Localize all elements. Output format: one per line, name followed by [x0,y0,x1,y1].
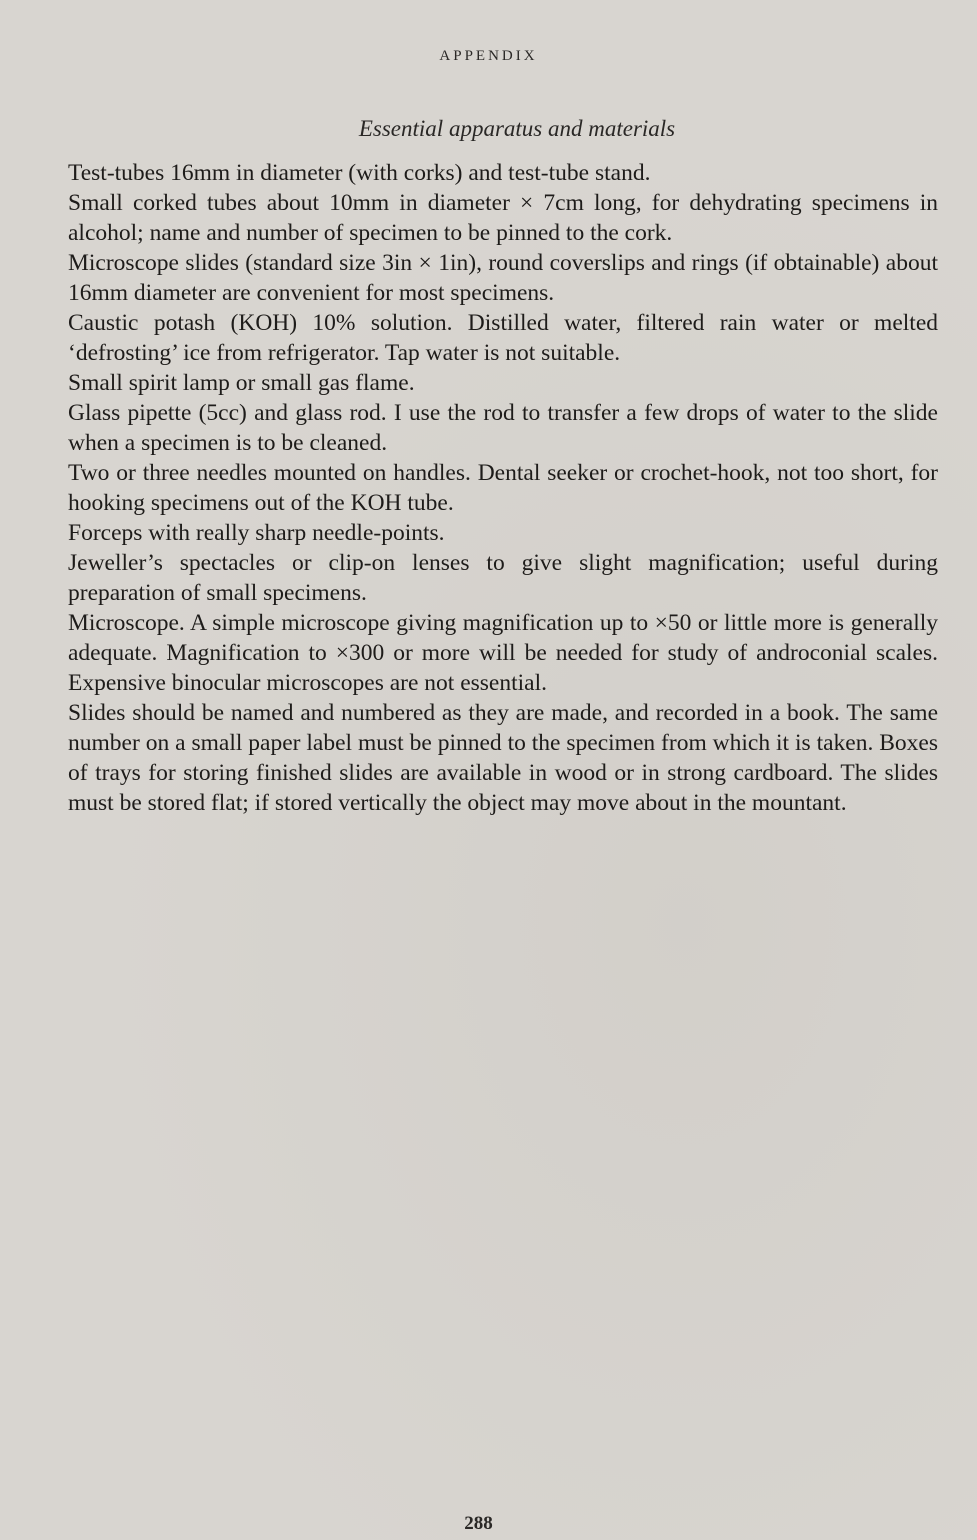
running-head: APPENDIX [439,48,538,64]
list-item: Test-tubes 16mm in diameter (with corks) and test-tube stand. [68,160,651,186]
section-title: Essential apparatus and materials [358,116,676,141]
list-item: Glass pipette (5cc) and glass rod. I use the rod to transfer a few drops of water to the slide when a specimen is to be cleaned. [68,400,938,456]
list-item: Two or three needles mounted on handles. Dental seeker or crochet-hook, not too short, for hooking specimens out of the KOH tube. [68,460,938,516]
list-item: Small spirit lamp or small gas flame. [68,370,415,396]
list-item: Forceps with really sharp needle-points. [68,520,445,546]
list-item: Caustic potash (KOH) 10% solution. Distilled water, filtered rain water or melted ‘defrosting’ ice from refrigerator. Tap water is not suitable. [68,310,938,366]
list-item: Microscope. A simple microscope giving magnification up to ×50 or little more is generally adequate. Magnification to ×300 or more will be needed for study of androconial scales. Expensive binocular microscopes are not essential. [68,610,938,696]
list-item: Microscope slides (standard size 3in × 1in), round coverslips and rings (if obtainable) about 16mm diameter are convenient for most specimens. [68,250,938,306]
list-item: Jeweller’s spectacles or clip-on lenses to give slight magnification; useful during preparation of small specimens. [68,550,938,606]
list-item: Slides should be named and numbered as they are made, and recorded in a book. The same number on a small paper label must be pinned to the specimen from which it is taken. Boxes of trays for storing finished slides are available in wood or in strong cardboard. The slides must be stored flat; if stored vertically the object may move about in the mountant. [68,700,938,816]
list-item: Small corked tubes about 10mm in diameter × 7cm long, for dehydrating specimens in alcohol; name and number of specimen to be pinned to the cork. [68,190,938,246]
apparatus-list [68,158,938,818]
page-number: 288 [464,1513,493,1534]
